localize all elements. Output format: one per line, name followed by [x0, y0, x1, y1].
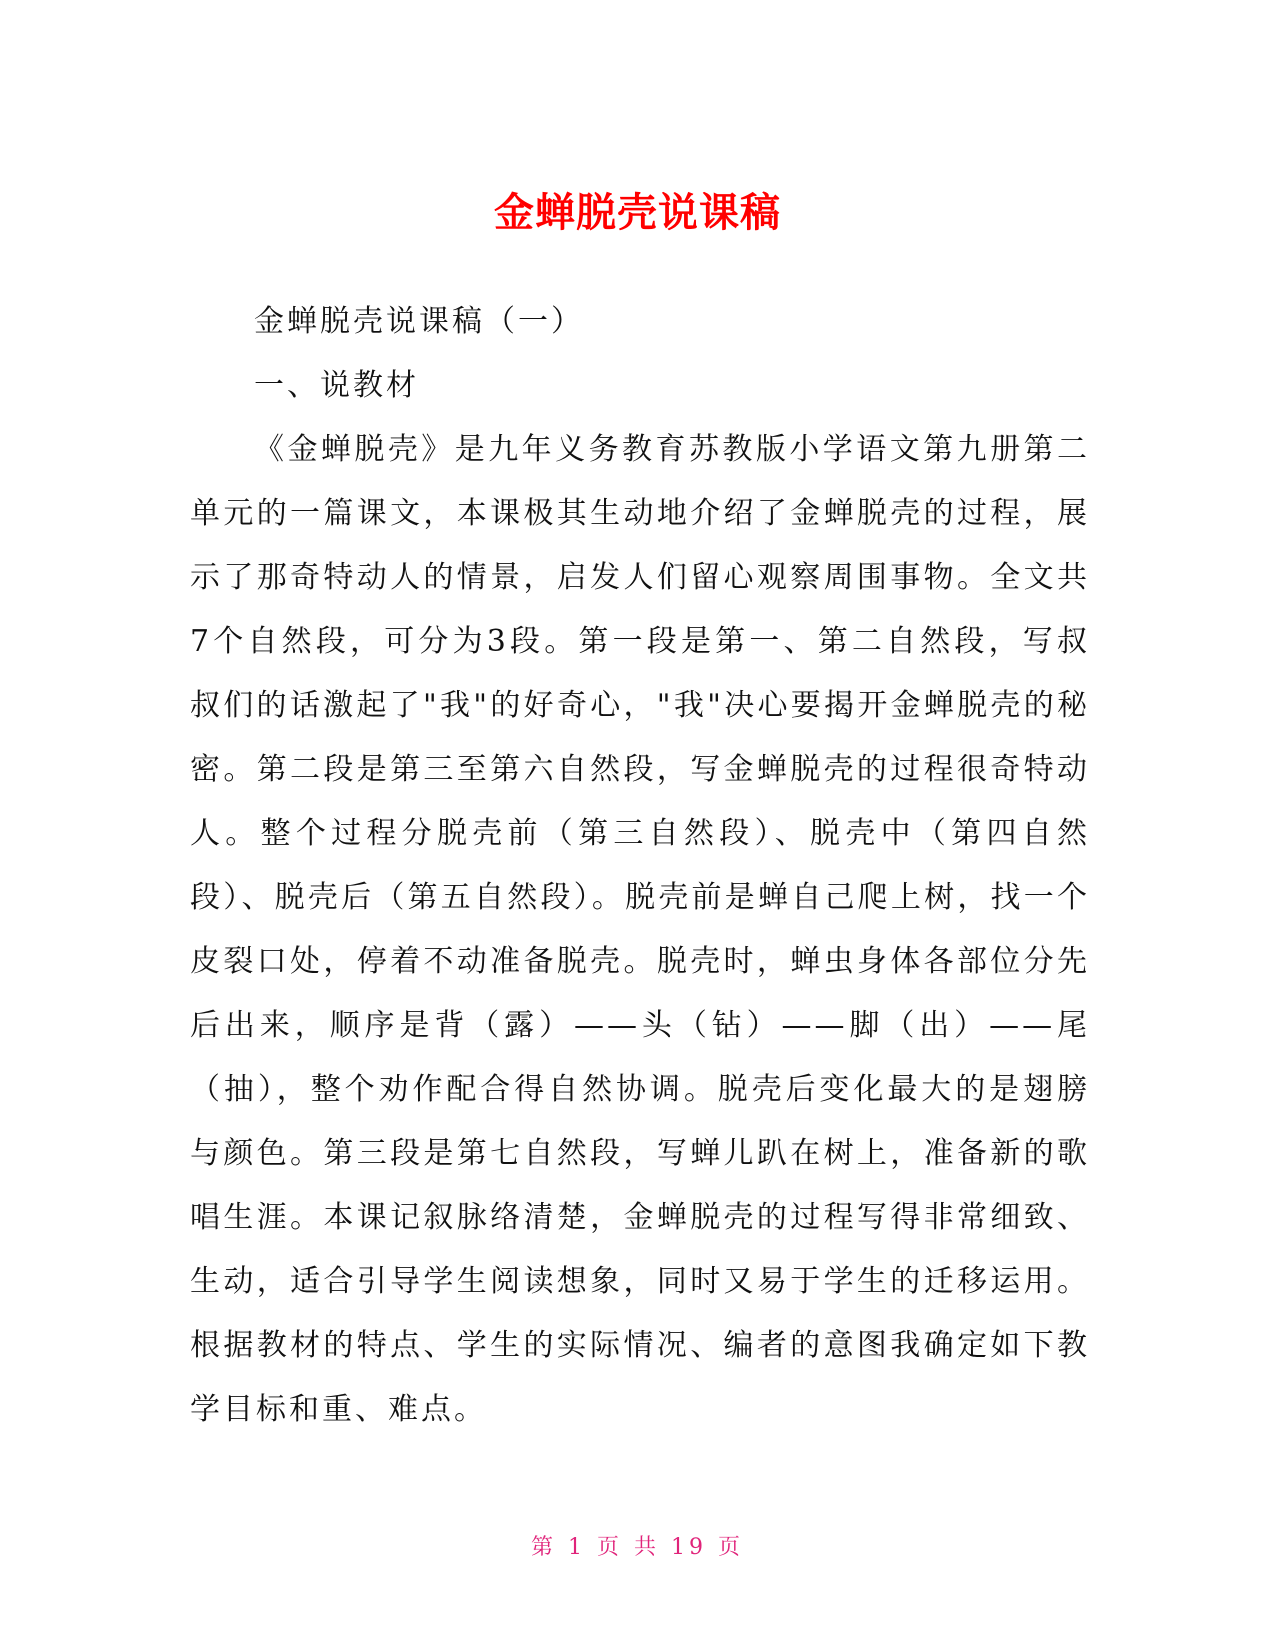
subtitle: 金蝉脱壳说课稿（一） — [254, 304, 584, 339]
document-title: 金蝉脱壳说课稿 — [494, 189, 781, 236]
body-paragraph: 《金蝉脱壳》是九年义务教育苏教版小学语文第九册第二单元的一篇课文，本课极其生动地介绍了金蝉脱壳的过程，展示了那奇特动人的情景，启发人们留心观察周围事物。全文共7个自然段，可分为3段。第一段是第一、第二自然段，写叔叔们的话激起了"我"的好奇心，"我"决心要揭开金蝉脱壳的秘密。第二段是第三至第六自然段，写金蝉脱壳的过程很奇特动人。整个过程分脱壳前（第三自然段）、脱壳中（第四自然段）、脱壳后（第五自然段）。脱壳前是蝉自己爬上树，找一个皮裂口处，停着不动准备脱壳。脱壳时，蝉虫身体各部位分先后出来，顺序是背（露）——头（钻）——脚（出）——尾（抽），整个劝作配合得自然协调。脱壳后变化最大的是翅膀与颜色。第三段是第七自然段，写蝉儿趴在树上，准备新的歌唱生涯。本课记叙脉络清楚，金蝉脱壳的过程写得非常细致、生动，适合引导学生阅读想象，同时又易于学生的迁移运用。根据教材的特点、学生的实际情况、编者的意图我确定如下教学目标和重、难点。 — [190, 432, 1090, 1427]
document-body — [190, 290, 1090, 1442]
page-footer: 第 1 页 共 19 页 — [531, 1535, 744, 1560]
section-heading: 一、说教材 — [254, 368, 419, 403]
